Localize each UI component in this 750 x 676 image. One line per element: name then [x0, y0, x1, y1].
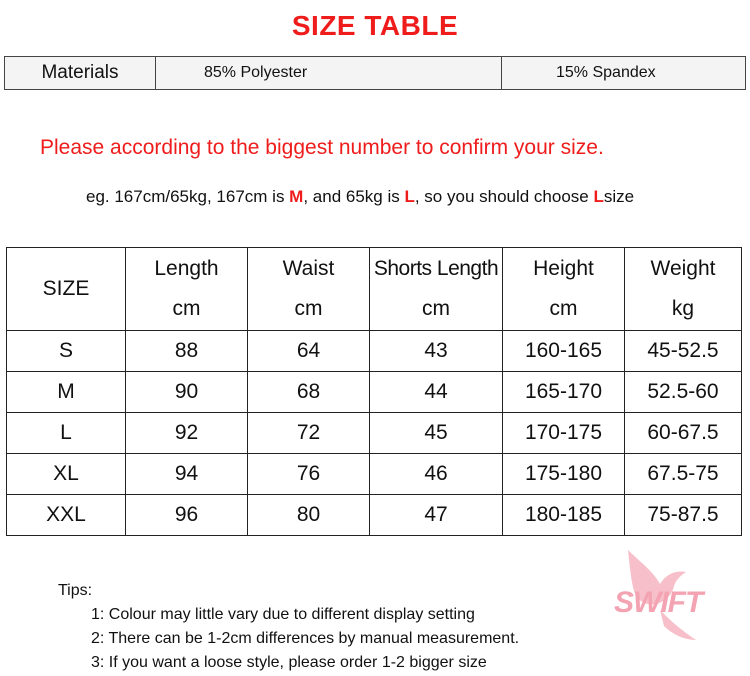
example-text-4: size	[603, 187, 635, 206]
cell-shorts-length: 47	[370, 495, 503, 536]
cell-height: 170-175	[503, 413, 625, 454]
example-highlight-m: M	[289, 187, 304, 206]
header-height	[503, 248, 625, 331]
cell-size: M	[7, 372, 126, 413]
size-chart-table	[6, 247, 742, 536]
material-spandex: 15% Spandex	[502, 57, 746, 90]
example-text-2: , and 65kg is	[303, 187, 405, 206]
cell-weight: 45-52.5	[625, 331, 742, 372]
cell-waist: 76	[248, 454, 370, 495]
header-waist-label: Waist	[282, 257, 335, 280]
header-length-unit: cm	[172, 297, 201, 320]
materials-label: Materials	[5, 57, 156, 90]
cell-size: XL	[7, 454, 126, 495]
cell-height: 180-185	[503, 495, 625, 536]
table-row	[7, 413, 742, 454]
materials-table	[4, 56, 746, 90]
header-height-unit: cm	[549, 297, 578, 320]
cell-shorts-length: 46	[370, 454, 503, 495]
cell-waist: 68	[248, 372, 370, 413]
cell-waist: 80	[248, 495, 370, 536]
header-height-label: Height	[533, 257, 594, 280]
brand-logo-text: SWIFT	[614, 586, 703, 619]
cell-height: 175-180	[503, 454, 625, 495]
example-text-1: eg. 167cm/65kg, 167cm is	[86, 187, 290, 206]
table-header-row	[7, 248, 742, 331]
header-waist-unit: cm	[294, 297, 323, 320]
tips-section	[58, 579, 519, 675]
header-length-label: Length	[154, 257, 219, 280]
header-shorts-length-unit: cm	[422, 297, 450, 320]
cell-shorts-length: 45	[370, 413, 503, 454]
cell-size: XXL	[7, 495, 126, 536]
table-row	[7, 495, 742, 536]
header-size-label: SIZE	[42, 277, 90, 300]
header-shorts-length-label: Shorts Length	[373, 257, 499, 280]
cell-length: 88	[126, 331, 248, 372]
tip-item: 1: Colour may little vary due to different display setting	[91, 606, 475, 623]
header-size	[7, 248, 126, 331]
example-highlight-choice: L	[593, 187, 604, 206]
table-row	[7, 454, 742, 495]
cell-weight: 67.5-75	[625, 454, 742, 495]
cell-size: S	[7, 331, 126, 372]
header-weight	[625, 248, 742, 331]
cell-length: 90	[126, 372, 248, 413]
size-notice: Please according to the biggest number to confirm your size.	[40, 136, 604, 159]
cell-waist: 72	[248, 413, 370, 454]
tip-item: 3: If you want a loose style, please order 1-2 bigger size	[91, 654, 487, 671]
cell-weight: 75-87.5	[625, 495, 742, 536]
cell-weight: 60-67.5	[625, 413, 742, 454]
cell-waist: 64	[248, 331, 370, 372]
cell-shorts-length: 43	[370, 331, 503, 372]
header-waist	[248, 248, 370, 331]
cell-weight: 52.5-60	[625, 372, 742, 413]
page-title: SIZE TABLE	[291, 10, 459, 41]
table-row	[7, 372, 742, 413]
cell-height: 160-165	[503, 331, 625, 372]
cell-length: 94	[126, 454, 248, 495]
cell-height: 165-170	[503, 372, 625, 413]
tips-heading: Tips:	[58, 582, 93, 599]
cell-length: 96	[126, 495, 248, 536]
example-text-3: , so you should choose	[414, 187, 594, 206]
cell-length: 92	[126, 413, 248, 454]
material-polyester: 85% Polyester	[156, 57, 502, 90]
header-length	[126, 248, 248, 331]
size-example	[86, 187, 634, 207]
cell-shorts-length: 44	[370, 372, 503, 413]
cell-size: L	[7, 413, 126, 454]
materials-row	[5, 57, 746, 90]
header-weight-unit: kg	[671, 297, 695, 320]
table-row	[7, 331, 742, 372]
example-highlight-l: L	[404, 187, 415, 206]
header-shorts-length	[370, 248, 503, 331]
tip-item: 2: There can be 1-2cm differences by manual measurement.	[91, 630, 520, 647]
header-weight-label: Weight	[650, 257, 716, 280]
